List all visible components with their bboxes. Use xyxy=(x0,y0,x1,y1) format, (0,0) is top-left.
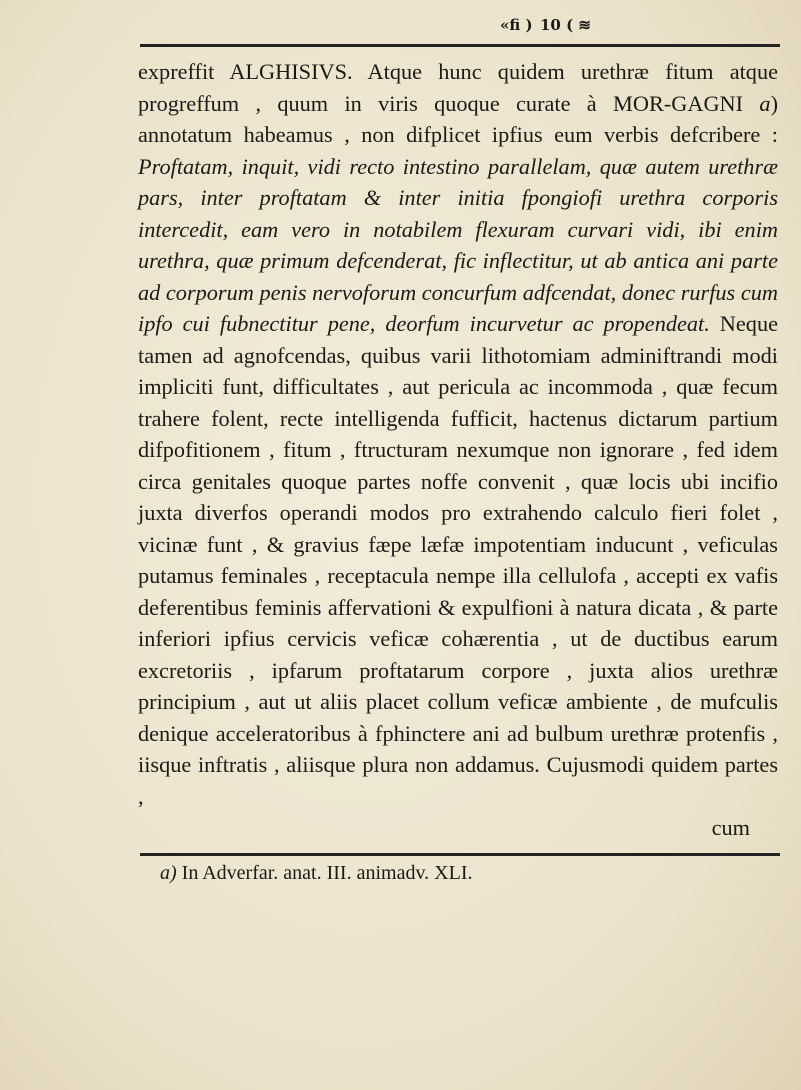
header-ornament: «ﬁ ) xyxy=(500,16,533,34)
page-number: 10 ( ≋ xyxy=(540,16,591,34)
text-line-discussion: Neque tamen ad agnofcendas, quibus varii lithotomiam adminiftrandi modi impliciti funt, difficultates , aut pericula ac incommoda , quæ fecum trahere folent, recte intelligenda fufficit, hactenus dictarum partium difpofitionem , fitum , ftructuram nexumque non ignorare , fed idem circa genitales quoque partes noffe convenit , quæ locis ubi incifio juxta diverfos operandi modos pro extrahendo calculo fieri folet , vicinæ funt , & gravius fæpe læfæ impotentiam inducunt , veficulas putamus feminales , receptacula nempe illa cellulofa , accepti ex vafis deferentibus feminis affervationi & expulfioni à natura dicata , & parte inferiori ipfius cervicis veficæ cohærentia , ut de ductibus earum excretoriis , ipfarum proftatarum corpore , juxta alios urethræ principium , aut ut aliis placet collum veficæ ambiente , de mufculis denique acceleratoribus à fphinctere ani ad bulbum urethræ protenfis , iisque inftratis , aliisque plura non addamus. Cujusmodi quidem partes , xyxy=(138,311,778,809)
footnote-text: In Adverfar. anat. III. animadv. XLI. xyxy=(181,862,473,884)
footnote-rule xyxy=(140,853,780,856)
footnote-marker: a) xyxy=(160,862,177,884)
main-paragraph xyxy=(138,56,778,844)
catchword: cum xyxy=(711,815,750,840)
quotation-italic: Proftatam, inquit, vidi recto intestino parallelam, quæ autem urethræ pars, inter proftatam & inter initia fpongiofi urethra corporis intercedit, eam vero in notabilem flexuram curvari vidi, ibi enim urethra, quæ primum defcenderat, fic inflectitur, ut ab antica ani parte ad corporum penis nervoforum concurfum adfcendat, donec rurfus cum ipfo cui fubnectitur pene, deorfum incurvetur ac propendeat. xyxy=(138,153,778,336)
footnote-reference: a xyxy=(759,90,771,116)
text-line-opening: expreffit ALGHISIVS. Atque hunc quidem urethræ fitum atque progreffum , quum in viris quoque curate à MOR-GAGNI xyxy=(138,59,778,116)
footnote xyxy=(160,862,780,885)
running-header xyxy=(140,14,780,48)
text-line-intro: ) annotatum habeamus , non difplicet ipfius eum verbis defcribere : xyxy=(138,90,779,147)
header-rule xyxy=(140,44,780,47)
